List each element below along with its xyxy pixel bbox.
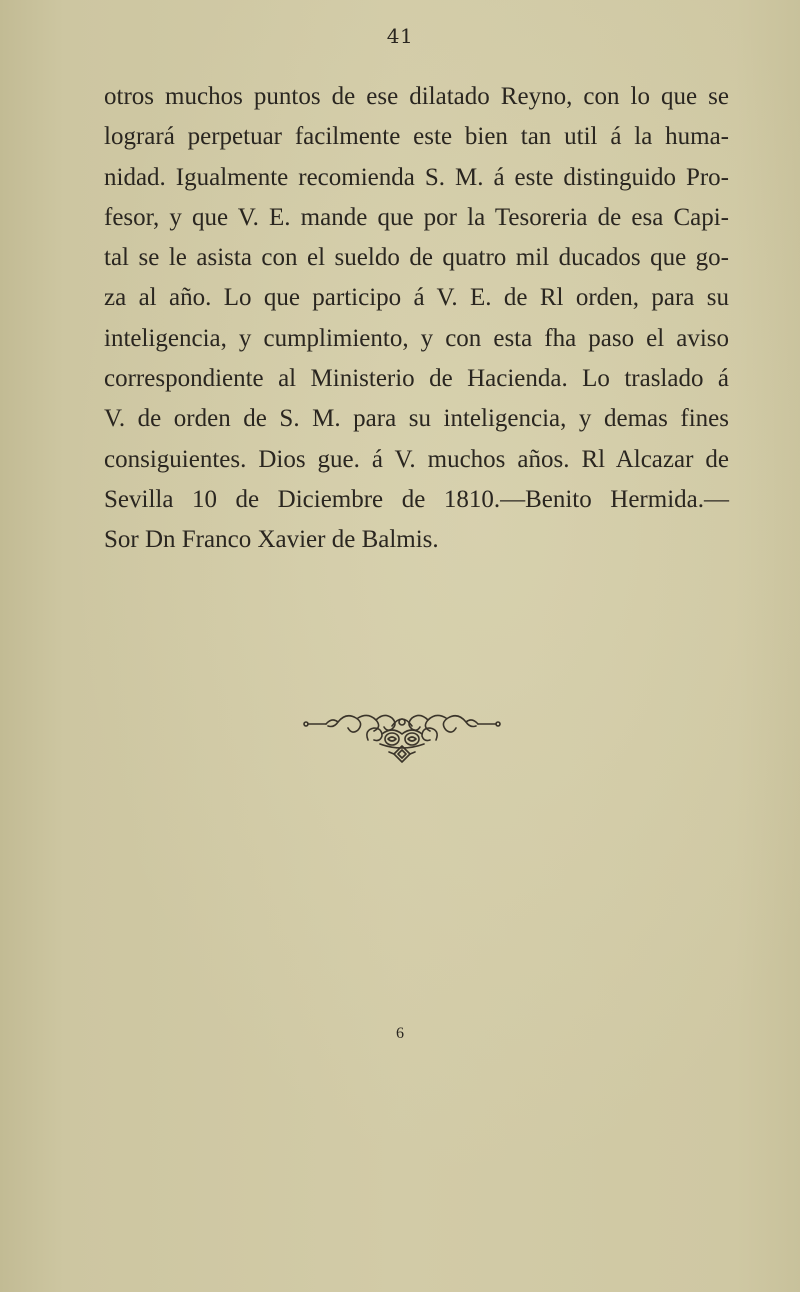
text-line: fesor, y que V. E. mande que por la Tesoreria de esa Capi- [104,203,729,231]
fleuron-ornament-icon [302,712,502,768]
text-line: correspondiente al Ministerio de Hacienda. Lo traslado á [104,365,729,393]
text-line: otros muchos puntos de ese dilatado Reyno, con lo que se [104,83,729,110]
text-line: inteligencia, y cumplimiento, y con esta fha paso el aviso [104,324,729,352]
text-line: nidad. Igualmente recomienda S. M. á este distinguido Pro- [104,163,729,191]
signature-mark: 6 [396,1025,404,1042]
page-number: 41 [386,24,414,48]
text-line: za al año. Lo que participo á V. E. de Rl orden, para su [104,284,729,312]
text-line: V. de orden de S. M. para su inteligencia, y demas fines [104,405,729,433]
body-text [104,77,729,561]
text-line: Sor Dn Franco Xavier de Balmis. [104,526,439,554]
text-line: tal se le asista con el sueldo de quatro mil ducados que go- [104,244,729,272]
text-line: Sevilla 10 de Diciembre de 1810.—Benito Hermida.— [104,485,729,513]
text-line: consiguientes. Dios gue. á V. muchos años. Rl Alcazar de [104,445,729,473]
text-line: logrará perpetuar facilmente este bien tan util á la huma- [104,123,729,151]
